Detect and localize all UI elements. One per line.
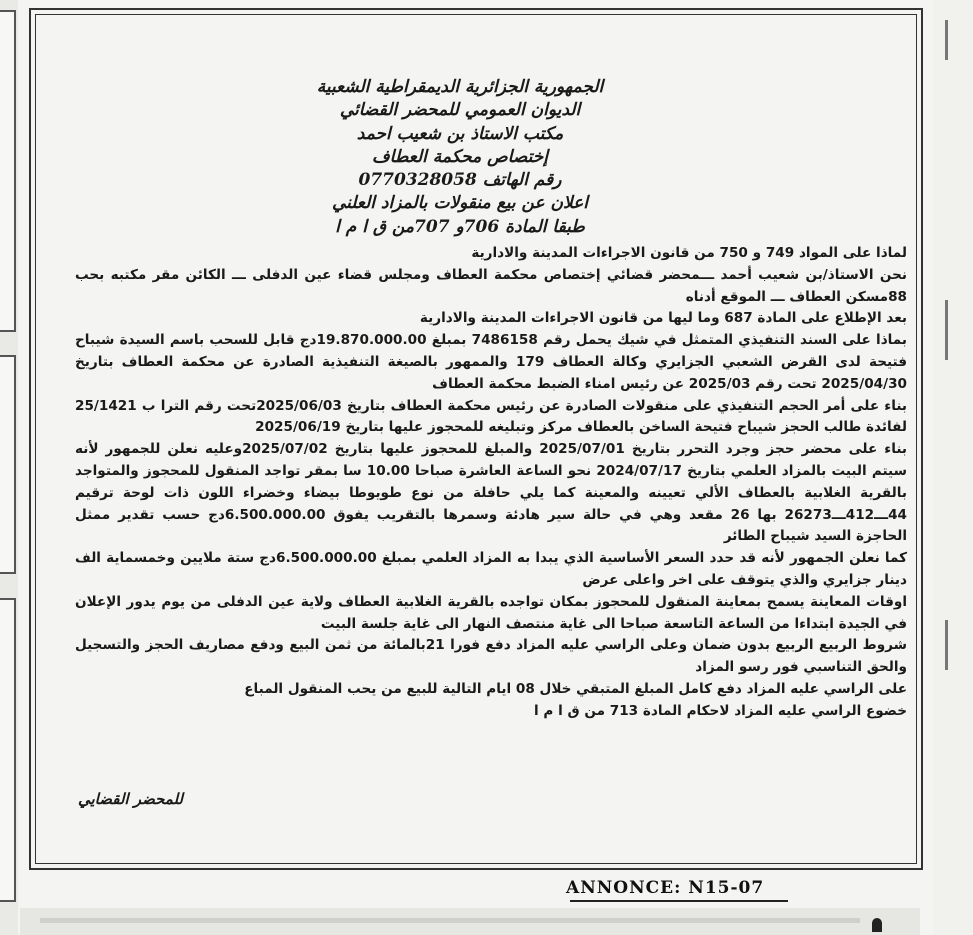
annonce-number: ANNONCE: N15-07 [566,878,765,898]
body-paragraph: اوقات المعاينة يسمح بمعاينة المنقول للمحجوز بمكان تواجده بالقرية الغلابية العطاف ولاية عين الدفلى من يوم يدور الإعلان في الجيدة ابتداءا من الساعة التاسعة صباحا الى غاية منتصف النهار الى غاية جلسة البيت [75,593,907,632]
body-paragraph: بناء على أمر الحجم التنفيذي على منقولات الصادرة عن رئيس محكمة العطاف بتاريخ 2025/06/03تحت رقم الترا ب 25/1421 لفائدة طالب الحجز شيباح فتيحة الساخن بالعطاف مركز وتبليغه للمحجوز عليها بتاريخ 2025/06/19 [75,397,908,436]
body-paragraph: بناء على محضر حجز وجرد التحرر بتاريخ 2025/07/01 والمبلغ للمحجوز عليها بتاريخ 2025/07/02وعليه نعلن للجمهور لأنه سيتم البيت بالمزاد العلمي بتاريخ 2024/07/17 نحو الساعة العاشرة صباحا 10.00 سا بمقر تواجد المنقول للمحجوز والمتواجد بالقرية الغلابية بالعطاف الألي تعيينه والمعينة كما يلي حافلة من نوع طويوطا بيضاء وخضراء اللون ذات لوحة ترقيم 44ـــ412ـــ26273 بها 26 مقعد وهي في حالة سير هادئة وسمرها بالتقريب يفوق 6.500.000.00دج حسب تقدير ممثل الحاجزة السيد شيباح الطائر [75,441,907,545]
margin-mark [945,300,948,360]
notice-body [75,243,907,723]
page-right-margin [933,0,973,935]
header-line-bailiff: مكتب الاستاذ بن شعيب احمد [356,123,564,144]
notice-header [60,76,860,239]
header-line-jurisdiction: إختصاص محكمة العطاف [372,146,548,167]
faded-text-line [40,918,860,923]
header-line-office: الديوان العمومي للمحضر القضائي [339,100,581,121]
margin-mark [945,620,948,670]
adjacent-page-margin [0,0,18,935]
body-paragraph: شروط الربيع الربيع بدون ضمان وعلى الراسي عليه المزاد دفع فورا 21بالمائة من ثمن البيع ودفع مصاريف الحجز والتسجيل والحق التناسبي فور رسو المزاد [75,637,907,676]
annonce-underline [570,900,788,902]
next-notice-strip [20,908,920,935]
body-paragraph: بماذا على السند التنفيذي المتمثل في شيك يحمل رقم 7486158 بمبلغ 19.870.000.00دج قابل للسحب باسم السيدة شيباح فتيحة لدى القرض الشعبي الجزايري وكالة العطاف 179 والممهور بالصيغة التنفيذية الصادرة عن محكمة العطاف بتاريخ 2025/04/30 تحت رقم 2025/03 عن رئيس امناء الضبط محكمة العطاف [75,332,907,392]
page-corner-mark [872,918,882,932]
adjacent-page-box [0,355,16,574]
margin-mark [945,20,948,60]
body-paragraph: خضوع الراسي عليه المزاد لاحكام المادة 713 من ق ا م ا [533,702,907,719]
header-line-republic: الجمهورية الجزائرية الديمقراطية الشعبية [316,77,604,97]
body-paragraph: نحن الاستاذ/بن شعيب أحمد ـــمحضر قضائي إختصاص محكمة العطاف ومجلس قضاء عين الدفلى ـــ الكائن مقر مكتبه بحب 88مسكن العطاف ـــ الموقع أدناه [75,266,907,305]
header-line-legal-basis: طبقا المادة 706و 707من ق ا م ا [335,216,585,237]
adjacent-page-box [0,598,16,902]
body-paragraph: لماذا على المواد 749 و 750 من قانون الاجراءات المدينة والادارية [471,245,907,261]
signature-line: للمحضر القضايي [78,790,183,808]
adjacent-page-box [0,10,16,332]
body-paragraph: كما نعلن الجمهور لأنه قد حدد السعر الأساسية الذي يبدا به المزاد العلمي بمبلغ 6.500.000.00دج ستة ملايين وخمسماية الف دينار جزايري والذي يتوقف على اخر واعلى عرض [75,550,907,588]
body-paragraph: بعد الإطلاع على المادة 687 وما ليها من قانون الاجراءات المدينة والادارية [419,310,907,327]
header-line-announcement: اعلان عن بيع منقولات بالمزاد العلني [331,193,589,214]
body-paragraph: على الراسي عليه المزاد دفع كامل المبلغ المتبقي خلال 08 ايام التالية للبيع من يحب المنقول المباع [244,680,907,697]
header-line-phone: رقم الهاتف 0770328058 [358,170,562,191]
